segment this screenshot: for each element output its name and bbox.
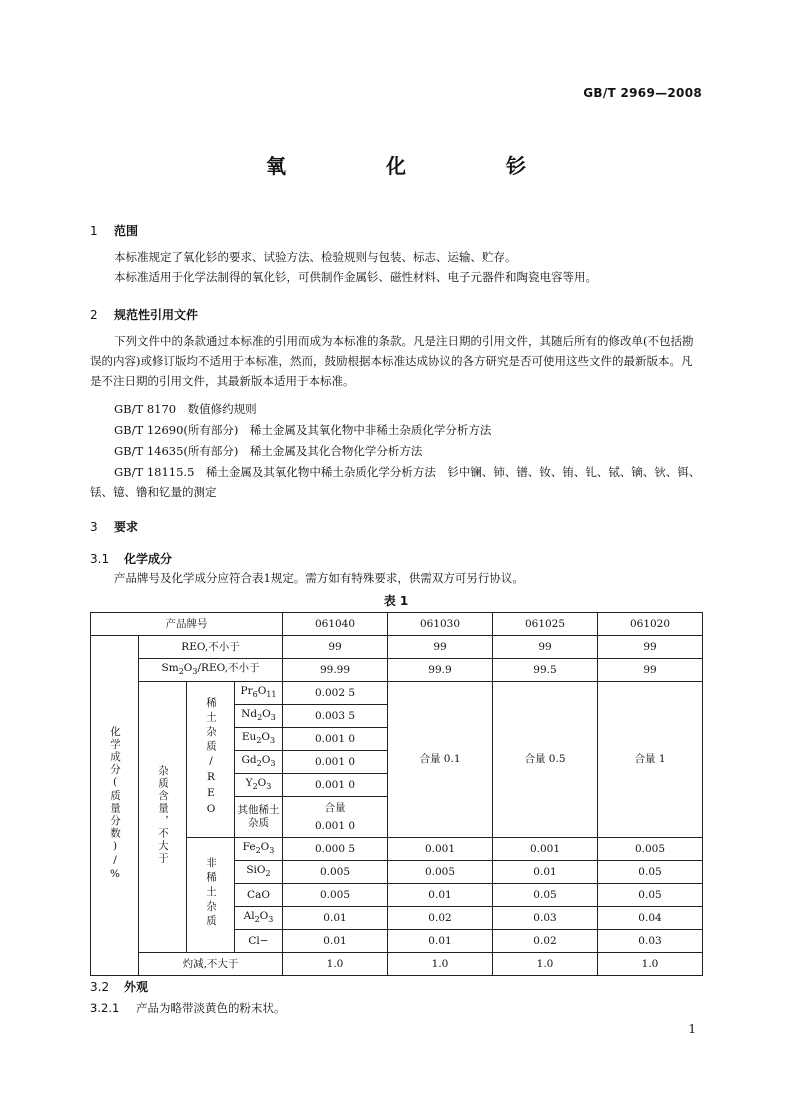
section-1-para-1: 本标准规定了氧化钐的要求、试验方法、检验规则与包装、标志、运输、贮存。 (114, 250, 517, 264)
reference-code: GB/T 12690(所有部分) (114, 423, 239, 437)
row-label: $Sm_2O_3$/REO,不小于 (139, 659, 283, 682)
section-1-heading (90, 222, 138, 239)
table-row (91, 682, 703, 705)
chemical-composition-table (90, 612, 702, 976)
page-number: 1 (688, 1022, 696, 1036)
section-number: 3 (90, 520, 98, 534)
section-title: 化学成分 (124, 552, 173, 566)
impurity-name: $Gd_2O_3$ (235, 751, 283, 774)
section-title: 范围 (114, 224, 139, 238)
section-number: 2 (90, 308, 98, 322)
impurity-name: $Y_2O_3$ (235, 774, 283, 797)
value-cell: 0.01 (493, 861, 598, 884)
value-cell: 0.03 (598, 930, 703, 953)
reference-title: 稀土金属及其化合物化学分析方法 (249, 444, 423, 458)
value-cell: 1.0 (598, 953, 703, 976)
value-cell: 0.05 (598, 861, 703, 884)
value-cell: 1.0 (283, 953, 388, 976)
impurity-name: $Nd_2O_3$ (235, 705, 283, 728)
reference-item (114, 443, 422, 459)
brand-header: 产品牌号 (91, 613, 283, 636)
value-cell: 0.04 (598, 907, 703, 930)
reference-code: GB/T 8170 (114, 402, 177, 416)
reference-title: 稀土金属及其氧化物中非稀土杂质化学分析方法 (249, 423, 492, 437)
section-1-para-2: 本标准适用于化学法制得的氧化钐，可供制作金属钐、磁性材料、电子元器件和陶瓷电容等用。 (114, 270, 597, 284)
page-title: 氧 化 钐 (266, 154, 566, 178)
section-number: 1 (90, 224, 98, 238)
row-label: 灼减,不大于 (139, 953, 283, 976)
value-cell: 0.01 (388, 930, 493, 953)
value-cell: 0.001 (493, 838, 598, 861)
brand-cell: 061025 (493, 613, 598, 636)
value-cell: 0.002 5 (283, 682, 388, 705)
section-3-2-1 (90, 1000, 286, 1016)
value-cell: 0.05 (493, 884, 598, 907)
value-cell: 0.05 (598, 884, 703, 907)
value-cell: 99.5 (493, 659, 598, 682)
impurity-name: $Pr_6O_{11}$ (235, 682, 283, 705)
value-cell: 0.001 (388, 838, 493, 861)
section-number: 3.2.1 (90, 1001, 120, 1015)
standard-code: GB/T 2969—2008 (583, 86, 702, 100)
brand-cell: 061020 (598, 613, 703, 636)
brand-cell: 061030 (388, 613, 493, 636)
section-title: 外观 (124, 980, 149, 994)
table-caption: 表 1 (383, 594, 409, 608)
reference-item (114, 401, 257, 417)
reference-code: GB/T 14635(所有部分) (114, 444, 239, 458)
reference-code: GB/T 18115.5 (114, 465, 195, 479)
value-cell: 0.005 (388, 861, 493, 884)
section-3-2-heading (90, 978, 148, 995)
value-cell: 0.001 0 (283, 728, 388, 751)
value-cell: 0.03 (493, 907, 598, 930)
value-cell: 0.003 5 (283, 705, 388, 728)
reference-title: 数值修约规则 (187, 402, 257, 416)
value-cell: 0.01 (283, 930, 388, 953)
value-cell: 0.01 (283, 907, 388, 930)
value-cell: 0.000 5 (283, 838, 388, 861)
reference-title: 稀土金属及其氧化物中稀土杂质化学分析方法 钐中镧、铈、镨、钕、铕、钆、铽、镝、钬、铒、铥、镱、镥和钇量的测定 (90, 465, 701, 499)
non-re-label-text: 非稀土杂质 (205, 856, 217, 930)
table-row (91, 636, 703, 659)
reference-item (90, 462, 702, 502)
value-cell: 1.0 (388, 953, 493, 976)
non-re-label (187, 838, 235, 953)
group-label (91, 636, 139, 976)
other-re-value-line-2: 0.001 0 (314, 820, 356, 832)
value-cell: 0.001 0 (283, 751, 388, 774)
impurity-name: 其他稀土杂质 (235, 797, 283, 838)
other-re-value-line-1: 合量 (324, 802, 346, 814)
impurity-name: $Fe_2O_3$ (235, 838, 283, 861)
table-row (91, 659, 703, 682)
value-cell: 0.005 (283, 884, 388, 907)
brand-cell: 061040 (283, 613, 388, 636)
value-cell: 99 (388, 636, 493, 659)
section-title: 规范性引用文件 (114, 308, 199, 322)
section-text: 产品为略带淡黄色的粉末状。 (136, 1001, 286, 1015)
re-total-cell: 合量 1 (598, 682, 703, 838)
value-cell: 0.005 (598, 838, 703, 861)
section-title: 要求 (114, 520, 139, 534)
value-cell: 99.99 (283, 659, 388, 682)
value-cell: 0.01 (388, 884, 493, 907)
impurity-name: Cl− (235, 930, 283, 953)
value-cell: 99 (598, 659, 703, 682)
value-cell: 0.02 (493, 930, 598, 953)
section-3-1-heading (90, 550, 172, 567)
section-number: 3.1 (90, 552, 110, 566)
re-impurity-label-text: 稀土杂质/REO (205, 696, 217, 819)
section-2-heading (90, 306, 198, 323)
impurity-name: SiO$_2$ (235, 861, 283, 884)
value-cell: 1.0 (493, 953, 598, 976)
impurity-name: $Eu_2O_3$ (235, 728, 283, 751)
re-total-cell: 合量 0.5 (493, 682, 598, 838)
impurity-label-text: 杂质含量，不大于 (157, 765, 169, 865)
value-cell: 0.001 0 (283, 774, 388, 797)
value-cell (283, 797, 388, 838)
section-number: 3.2 (90, 980, 110, 994)
group-label-text: 化学成分(质量分数)/% (109, 725, 121, 882)
table-row (91, 953, 703, 976)
section-3-1-para: 产品牌号及化学成分应符合表1规定。需方如有特殊要求，供需双方可另行协议。 (114, 571, 524, 585)
impurity-name: CaO (235, 884, 283, 907)
value-cell: 0.02 (388, 907, 493, 930)
section-3-heading (90, 518, 138, 535)
re-impurity-label (187, 682, 235, 838)
table-row (91, 613, 703, 636)
value-cell: 99 (283, 636, 388, 659)
impurity-name: $Al_2O_3$ (235, 907, 283, 930)
value-cell: 99 (598, 636, 703, 659)
value-cell: 99.9 (388, 659, 493, 682)
impurity-label (139, 682, 187, 953)
re-total-cell: 合量 0.1 (388, 682, 493, 838)
value-cell: 0.005 (283, 861, 388, 884)
section-2-intro: 下列文件中的条款通过本标准的引用而成为本标准的条款。凡是注日期的引用文件，其随后所有的修改单(不包括勘误的内容)或修订版均不适用于本标准，然而，鼓励根据本标准达成协议的各方研究是否可使用这些文件的最新版本。凡是不注日期的引用文件，其最新版本适用于本标准。 (90, 334, 694, 388)
row-label: REO,不小于 (139, 636, 283, 659)
value-cell: 99 (493, 636, 598, 659)
reference-item (114, 422, 491, 438)
